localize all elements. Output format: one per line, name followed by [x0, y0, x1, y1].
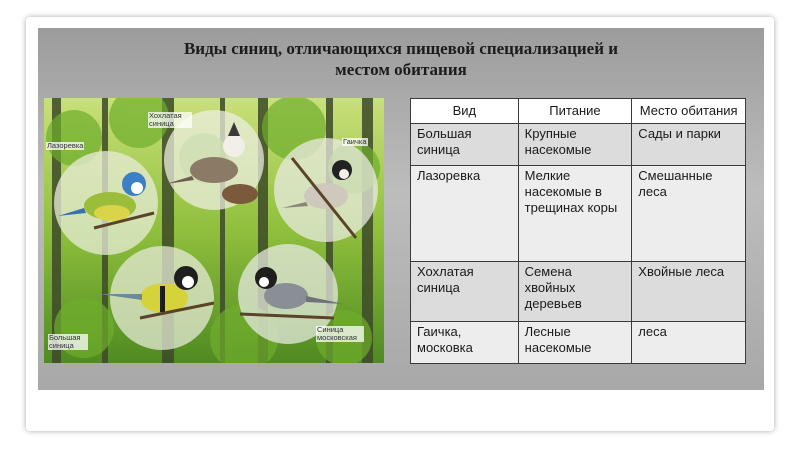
label-lazorevka: Лазоревка	[47, 141, 84, 150]
cell-habitat: Хвойные леса	[632, 262, 746, 322]
label-moscow-tit: Синица московская	[316, 326, 364, 342]
cell-food: Крупные насекомые	[518, 124, 632, 166]
header-species: Вид	[411, 99, 519, 124]
label-crested-tit: Хохлатая синица	[148, 112, 192, 128]
header-food: Питание	[518, 99, 632, 124]
cell-food: Мелкие насекомые в трещинах коры	[518, 166, 632, 262]
cell-species: Лазоревка	[411, 166, 519, 262]
cell-species: Гаичка, московка	[411, 322, 519, 364]
cell-habitat: Смешанные леса	[632, 166, 746, 262]
table-row	[411, 262, 746, 322]
slide-title-line-1: Виды синиц, отличающихся пищевой специализацией и	[183, 39, 619, 58]
header-habitat: Место обитания	[632, 99, 746, 124]
table-row	[411, 124, 746, 166]
cell-species: Хохлатая синица	[411, 262, 519, 322]
cell-food: Семена хвойных деревьев	[518, 262, 632, 322]
label-great-tit: Большая синица	[48, 334, 88, 350]
species-table	[410, 98, 746, 364]
cell-species: Большая синица	[411, 124, 519, 166]
bird-circle-gaichka	[274, 138, 378, 242]
cell-habitat: Сады и парки	[632, 124, 746, 166]
slide-title	[38, 38, 764, 80]
label-gaichka: Гаичка	[343, 137, 367, 146]
table-header-row	[411, 99, 746, 124]
slide-title-line-2: местом обитания	[335, 60, 467, 79]
table-row	[411, 166, 746, 262]
forest-illustration	[44, 98, 384, 363]
bird-circle-lazorevka	[54, 151, 158, 255]
tits-forest-picture	[44, 98, 384, 363]
cell-habitat: леса	[632, 322, 746, 364]
table-row	[411, 322, 746, 364]
cell-food: Лесные насекомые	[518, 322, 632, 364]
